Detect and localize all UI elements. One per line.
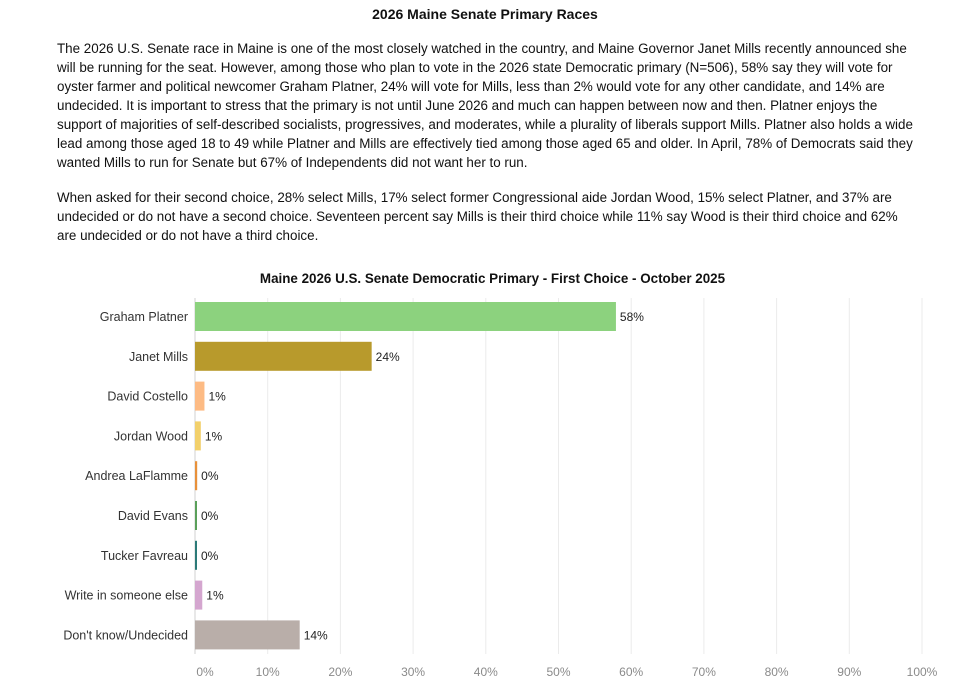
category-label: Janet Mills: [128, 349, 188, 364]
second-choice-paragraph: When asked for their second choice, 28% select Mills, 17% select former Congressional aide Jordan Wood, 15% select Platner, and 37% are undecided or do not have a second choice. Seventeen percent say Mills is their third choice while 11% say Wood is their third choice and 62% are undecided or do not have a third choice.: [57, 190, 898, 243]
bar: [195, 461, 197, 490]
bar: [195, 382, 204, 411]
category-label: Jordan Wood: [113, 429, 188, 444]
x-tick-label: 80%: [764, 665, 789, 679]
bar: [195, 302, 616, 331]
category-label: Write in someone else: [64, 588, 188, 603]
category-label: Andrea LaFlamme: [85, 469, 188, 484]
x-tick-label: 0%: [196, 665, 214, 679]
bars: [195, 302, 616, 649]
x-tick-label: 70%: [691, 665, 716, 679]
data-label: 0%: [201, 469, 219, 484]
page-title: 2026 Maine Senate Primary Races: [372, 6, 598, 22]
category-labels: [63, 310, 188, 642]
bar: [195, 501, 197, 530]
category-label: Tucker Favreau: [100, 548, 188, 563]
category-label: David Evans: [117, 509, 188, 523]
category-label: David Costello: [107, 389, 188, 404]
x-tick-label: 40%: [473, 665, 498, 679]
data-label: 0%: [201, 548, 219, 563]
data-label: 58%: [619, 310, 644, 324]
data-label: 1%: [206, 588, 224, 603]
x-tick-label: 100%: [906, 665, 938, 679]
x-tick-label: 30%: [401, 665, 426, 679]
data-label: 0%: [201, 509, 219, 523]
data-label: 14%: [303, 628, 328, 643]
bar: [195, 541, 197, 570]
bar: [195, 342, 372, 371]
data-label: 1%: [208, 389, 226, 404]
intro-paragraph: The 2026 U.S. Senate race in Maine is one of the most closely watched in the country, and Maine Governor Janet Mills recently announced she will be running for the seat. However, among those who plan to vote in the 2026 state Democratic primary (N=506), 58% say they will vote for oyster farmer and political newcomer Graham Platner, 24% will vote for Mills, less than 2% would vote for any other candidate, and 14% are undecided. It is important to stress that the primary is not until June 2026 and much can happen between now and then. Platner enjoys the support of majorities of self-described socialists, progressives, and moderates, while a plurality of liberals support Mills. Platner also holds a wide lead among those aged 18 to 49 while Platner and Mills are effectively tied among those aged 65 and older. In April, 78% of Democrats said they wanted Mills to run for Senate but 67% of Independents did not want her to run.: [57, 41, 913, 170]
x-axis-ticks: [196, 665, 937, 679]
chart-title: Maine 2026 U.S. Senate Democratic Primary - First Choice - October 2025: [259, 271, 726, 286]
x-tick-label: 20%: [328, 665, 353, 679]
x-tick-label: 90%: [837, 665, 862, 679]
bar: [195, 421, 201, 450]
bar: [195, 581, 202, 610]
category-label: Graham Platner: [99, 310, 188, 324]
x-tick-label: 60%: [619, 665, 644, 679]
x-tick-label: 10%: [255, 665, 280, 679]
x-tick-label: 50%: [546, 665, 571, 679]
bar: [195, 620, 300, 649]
category-label: Don't know/Undecided: [63, 628, 188, 643]
data-label: 1%: [204, 429, 223, 444]
data-label: 24%: [375, 349, 400, 364]
